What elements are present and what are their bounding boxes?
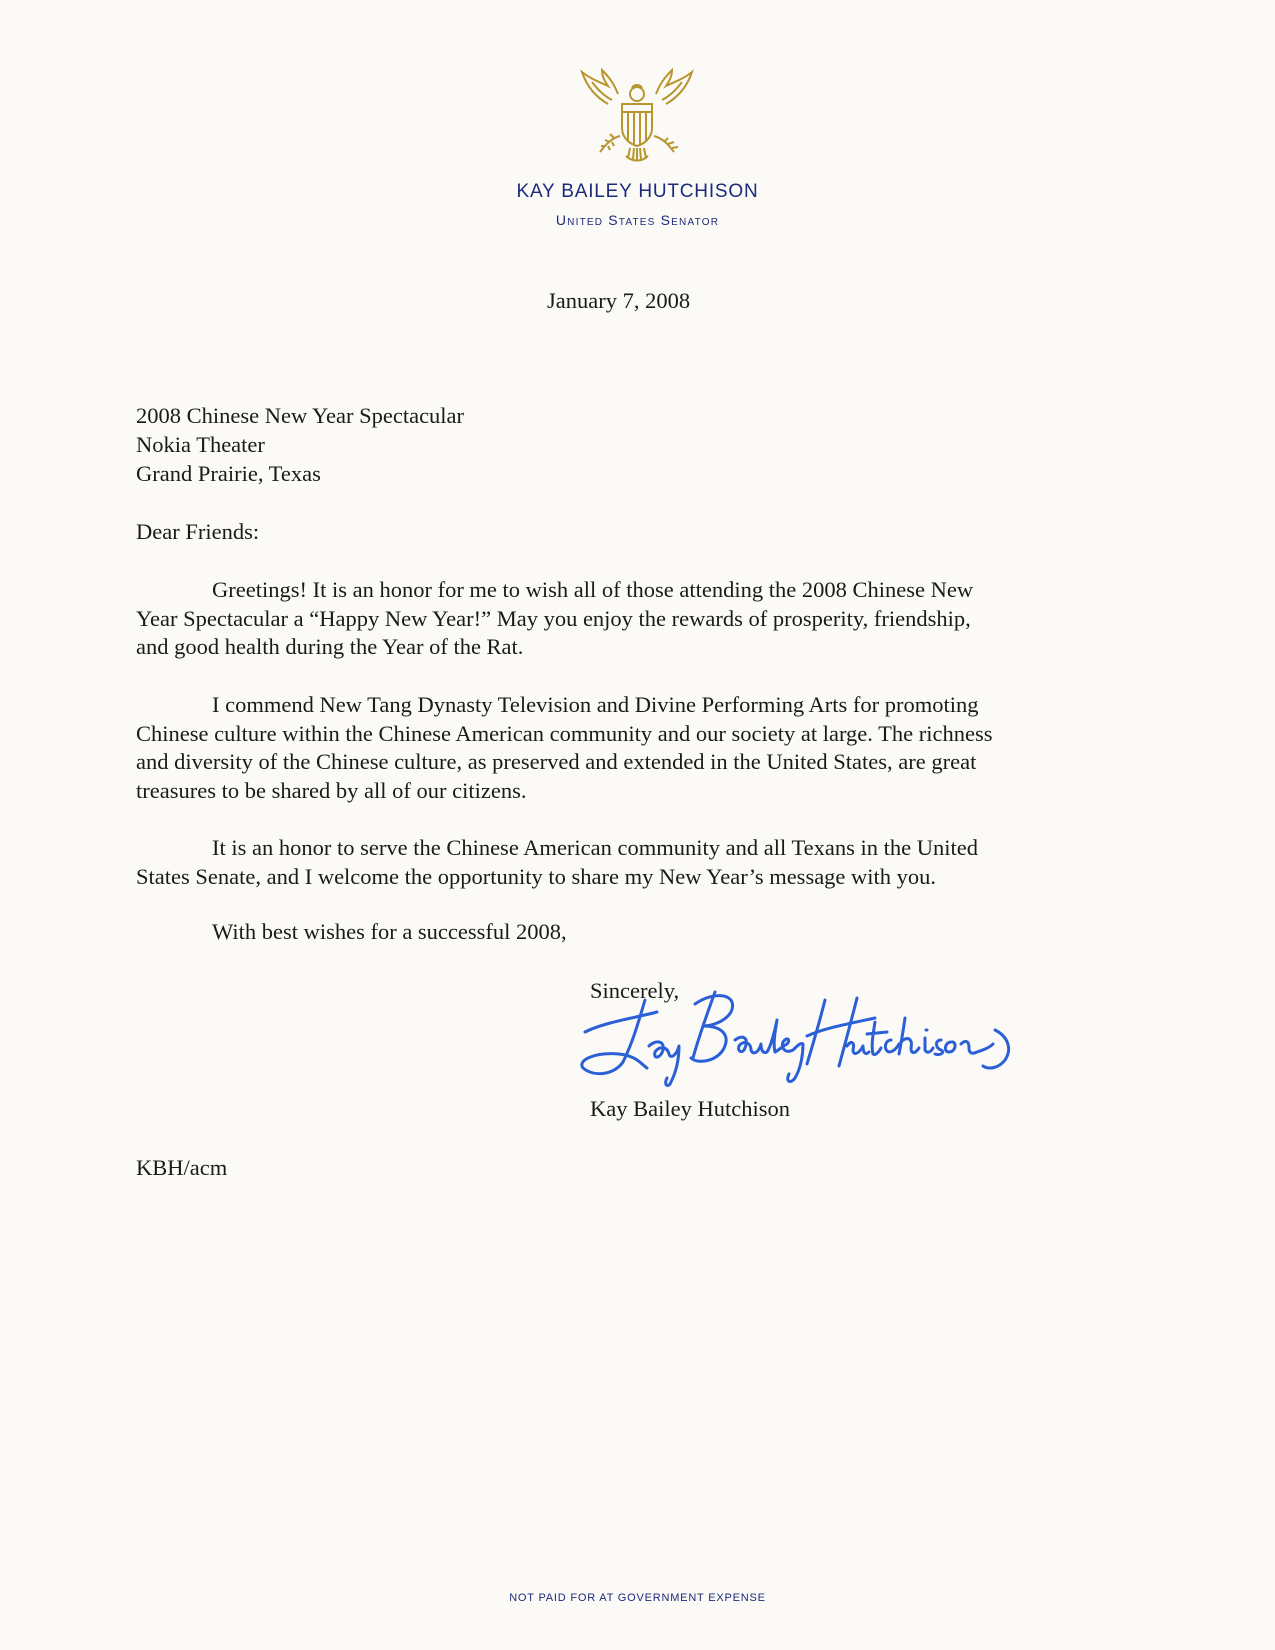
- footer-notice: NOT PAID FOR AT GOVERNMENT EXPENSE: [509, 1592, 766, 1604]
- body-paragraph-3: [136, 834, 1116, 891]
- paragraph-line: It is an honor to serve the Chinese American community and all Texans in the United: [212, 835, 978, 860]
- body-paragraph-1: [136, 576, 1116, 662]
- paragraph-line: and diversity of the Chinese culture, as preserved and extended in the United States, are great: [136, 749, 977, 774]
- paragraph-line: Greetings! It is an honor for me to wish all of those attending the 2008 Chinese New: [212, 577, 974, 602]
- eagle-seal-icon: [578, 66, 696, 166]
- signer-name: Kay Bailey Hutchison: [590, 1096, 790, 1121]
- senator-title: United States Senator: [555, 212, 720, 228]
- paragraph-line: treasures to be shared by all of our citizens.: [136, 777, 527, 803]
- letter-date: January 7, 2008: [547, 288, 691, 313]
- paragraph-line: States Senate, and I welcome the opportunity to share my New Year’s message with you.: [136, 863, 937, 889]
- senator-name: KAY BAILEY HUTCHISON: [516, 181, 759, 202]
- recipient-address: [136, 401, 464, 488]
- sign-off: Sincerely,: [590, 978, 680, 1003]
- salutation: Dear Friends:: [136, 519, 260, 544]
- recipient-line: Nokia Theater: [136, 432, 265, 457]
- paragraph-line: I commend New Tang Dynasty Television and Divine Performing Arts for promoting: [212, 692, 979, 717]
- paragraph-line: and good health during the Year of the Rat.: [136, 634, 524, 659]
- recipient-line: 2008 Chinese New Year Spectacular: [136, 403, 465, 428]
- paragraph-line: Year Spectacular a “Happy New Year!” May you enjoy the rewards of prosperity, friendship,: [136, 605, 971, 631]
- paragraph-line: Chinese culture within the Chinese American community and our society at large. The richness: [136, 720, 993, 746]
- recipient-line: Grand Prairie, Texas: [136, 461, 321, 486]
- body-paragraph-2: [136, 691, 1116, 805]
- closing-line: With best wishes for a successful 2008,: [212, 919, 567, 944]
- reference-initials: KBH/acm: [136, 1155, 228, 1180]
